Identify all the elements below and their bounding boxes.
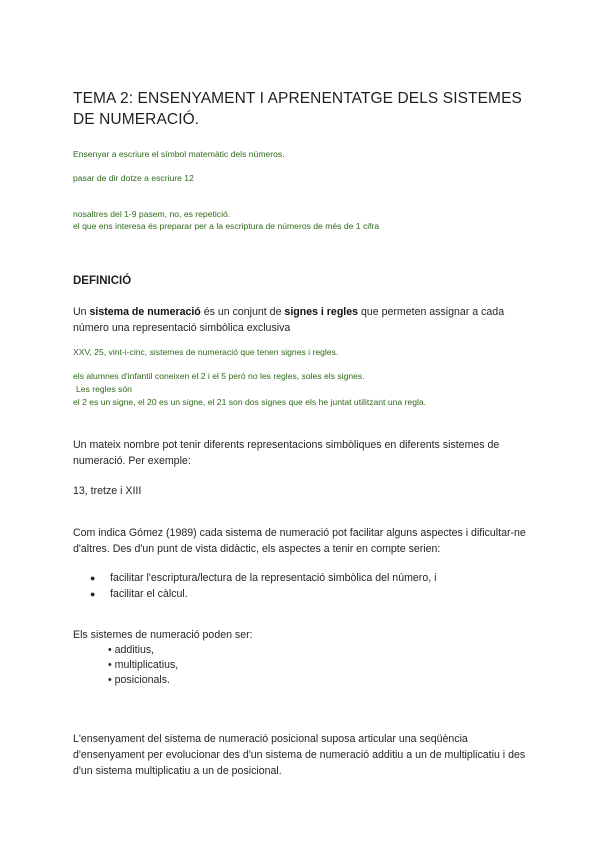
note-line: els alumnes d'infantil coneixen el 2 i el 5 però no les regles, soles els signes. [73,371,365,381]
definition-text: és un conjunt de [200,306,285,318]
list-item: • posicionals. [108,674,171,686]
page-title: TEMA 2: ENSENYAMENT I APRENENTATGE DELS SISTEMES DE NUMERACIÓ. [73,90,522,128]
list-item [73,586,436,602]
paragraph: 13, tretze i XIII [73,485,142,497]
definition-term-bold: signes i regles [284,306,359,318]
list-item [73,570,436,586]
note-line: Ensenyar a escriure el símbol matemàtic dels números. [73,149,285,159]
bullet-list [73,570,436,602]
definition-text: que permeten assignar a cada número una representació simbòlica exclusiva [73,306,505,334]
list-item-text: facilitar l'escriptura/lectura de la representació simbòlica del número, i [110,572,437,584]
paragraph: Com indica Gómez (1989) cada sistema de numeració pot facilitar alguns aspectes i dificultar-ne d'altres. Des d'un punt de vista didàctic, els aspectes a tenir en compte serien: [73,527,526,555]
list-item: • additius, [108,644,155,656]
note-line: el 2 es un signe, el 20 es un signe, el 21 son dos signes que els he juntat utilitzant una regla. [73,397,427,407]
paragraph: L'ensenyament del sistema de numeració posicional suposa articular una seqüència d'ensenyament per evolucionar des d'un sistema de numeració additiu a un de multiplicatiu i des d'un sistema multiplicatiu a un de posicional. [73,733,526,777]
definition-paragraph [73,304,538,336]
note-line: nosaltres del 1-9 pasem, no, es repetició. [73,209,231,219]
definition-text: Un [73,306,90,318]
list-item: • multiplicatius, [108,659,179,671]
paragraph: Un mateix nombre pot tenir diferents representacions simbòliques en diferents sistemes de numeració. Per exemple: [73,439,500,467]
bullet-icon: ● [90,589,96,599]
definition-term-bold: sistema de numeració [89,306,201,318]
sub-list [108,643,178,688]
list-item-text: facilitar el càlcul. [110,588,188,600]
note-line: pasar de dir dotze a escriure 12 [73,173,194,183]
note-line: XXV, 25, vint-i-cinc, sistemes de numeració que tenen signes i regles. [73,347,339,357]
note-line: Les regles són [76,384,132,394]
paragraph: Els sistemes de numeració poden ser: [73,629,253,641]
section-heading-definicio: DEFINICIÓ [73,275,132,287]
note-line: el que ens interesa és preparar per a la escriptura de números de més de 1 cifra [73,221,380,231]
bullet-icon: ● [90,573,96,583]
